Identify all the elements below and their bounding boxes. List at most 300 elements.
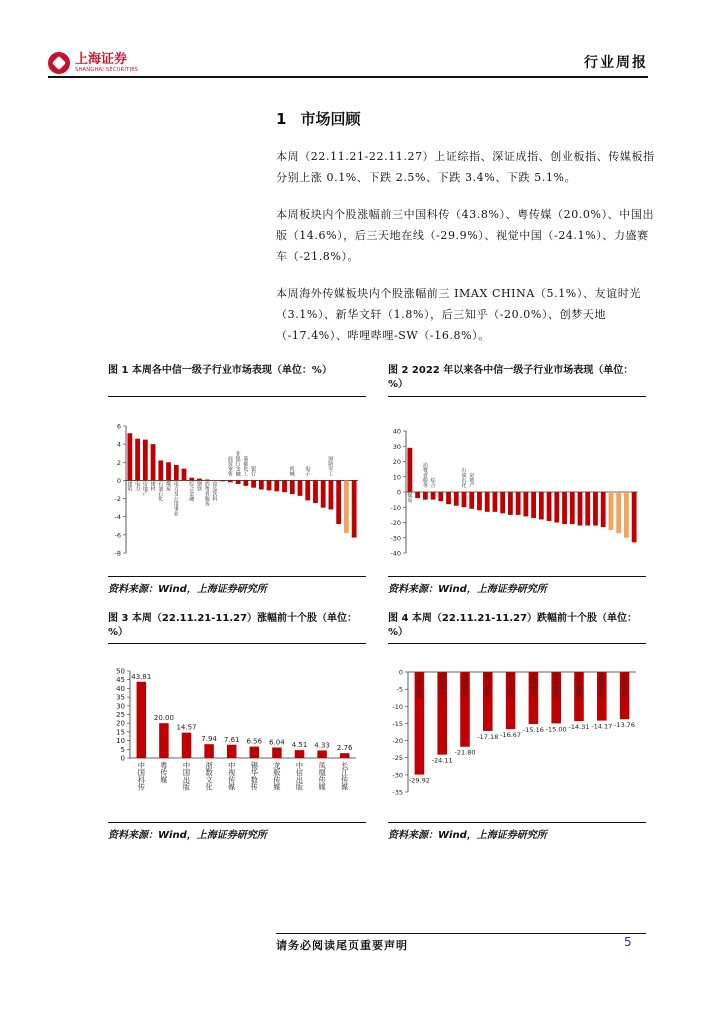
category-label: 影 [553,685,560,693]
bar [477,492,482,510]
bar [317,750,326,758]
category-label: 中 [439,685,446,693]
category-label: 零 [227,466,233,473]
company-logo [48,52,138,74]
data-label: 7.61 [223,735,240,744]
category-label: 者 [204,491,210,498]
category-label: 电 [173,481,179,488]
category-label: 中 [228,761,236,770]
category-label: 媒 [273,782,281,792]
category-label: 盛 [461,679,469,687]
figure-3-source: 资料来源：Wind，上海证券研究所 [108,830,267,841]
category-label: 光 [530,673,537,680]
header-divider [48,76,648,78]
bar [251,480,256,487]
figure-1-top-rule [108,396,366,397]
bar [547,492,552,521]
category-label: 浙 [205,761,213,770]
bar [236,480,241,484]
data-label: 7.94 [201,735,217,744]
bar [423,492,428,500]
bar [158,460,163,480]
y-tick-label: -20 [390,519,401,527]
category-label: 军 [328,466,334,473]
category-label: 媒 [318,782,326,792]
category-label: 产 [469,483,475,489]
bar [159,723,168,758]
paragraph-sector-stocks: 本周板块内个股涨幅前三中国科传（43.8%）、粤传媒（20.0%）、中国出版（14.6%），后三天地在线（-29.9%）、视觉中国（-24.1%）、力盛赛车（-21.8%）。 [276,208,655,263]
category-label: 力 [461,673,469,680]
chart-top-gainers [108,664,363,814]
category-label: 文 [507,679,514,687]
category-label: 版 [182,782,191,792]
figure-2-bottom-rule [388,576,646,577]
disclaimer-note: 请务必阅读尾页重要声明 [276,939,408,952]
category-label: 在 [507,685,514,693]
bar [189,478,194,481]
category-label: 电 [135,481,141,488]
y-tick-label: -35 [392,788,403,797]
category-label: 非 [235,451,241,458]
category-label: 瑞 [598,679,605,687]
category-label: 铁 [196,486,202,493]
y-tick-label: -8 [114,549,121,558]
data-label: -13.76 [614,721,636,730]
category-label: 国 [182,768,191,778]
category-label: 合 [430,483,436,489]
category-label: 地 [416,679,423,687]
category-label: 械 [289,471,295,478]
category-label: 传 [228,775,236,785]
category-label: 中 [137,761,145,770]
category-label: 售 [227,471,233,478]
category-label: 合 [189,486,195,493]
data-label: 6.04 [269,738,285,747]
bar [578,492,583,526]
category-label: 电 [305,466,311,473]
figure-1-title: 图 1 本周各中信一级子行业市场表现（单位：%） [108,365,332,376]
category-label: 油 [461,473,467,479]
section-title-text: 市场回顾 [300,110,361,128]
figure-4-source: 资料来源：Wind，上海证券研究所 [388,830,547,841]
bar [462,492,467,507]
y-tick-label: -25 [392,754,403,763]
y-tick-label: -2 [114,495,121,504]
bar [267,480,272,490]
bar [182,469,187,481]
category-label: 版 [295,782,304,792]
y-tick-label: -30 [392,771,403,780]
bar [174,465,179,480]
y-tick-label: 2 [116,458,121,467]
category-label: 媒 [341,782,349,792]
category-label: 文 [205,775,213,785]
y-tick-label: -30 [390,534,401,543]
data-label: -14.31 [568,723,590,732]
bar [305,480,310,500]
category-label: 材 [150,486,156,493]
category-label: 传 [137,782,145,792]
y-tick-label: 4 [116,440,121,449]
y-tick-label: -4 [114,513,121,522]
category-label: 出 [295,775,304,785]
bar [298,480,303,495]
bar [127,433,132,480]
logo-english-name: SHANGHAI SECURITIES [75,67,139,73]
category-label: 长 [341,761,349,770]
category-label: 房 [142,481,148,488]
figure-4-top-rule [388,643,646,644]
category-label: 赛 [461,685,469,693]
y-tick-label: 40 [392,427,401,436]
category-label: 线 [507,691,514,699]
y-tick-label: 30 [392,442,401,451]
bar [282,480,287,492]
figure-2-top-rule [388,396,646,397]
category-label: 消 [422,463,428,469]
category-label: 线 [416,691,423,699]
category-label: 世 [598,685,605,693]
paragraph-index-review: 本周（22.11.21-22.11.27）上证综指、深证成指、创业板指、传媒板指分别上涨 0.1%、下跌 2.5%、下跌 3.4%、下跌 5.1%。 [276,150,655,184]
category-label: 华 [553,673,560,680]
y-tick-label: 20 [116,719,125,728]
category-label: 服 [204,496,210,503]
data-label: -17.18 [477,732,499,741]
category-label: 贸 [227,461,233,468]
figure-3-top-rule [108,643,366,644]
bar [213,480,218,481]
bar [205,480,210,481]
figure-3-title: 图 3 本周（22.11.21-11.27）涨幅前十个股（单位：%） [108,613,358,638]
y-tick-label: 0 [398,668,403,677]
category-label: 料 [212,496,218,503]
figure-2-source: 资料来源：Wind，上海证券研究所 [388,584,547,595]
category-label: 视 [228,768,236,778]
y-tick-label: 5 [120,745,125,754]
bar [407,448,412,492]
bar [601,492,606,527]
category-label: 消 [204,481,210,488]
category-label: 食 [212,481,218,488]
bar [593,492,598,526]
category-label: 线 [530,679,537,687]
bar [182,733,191,758]
category-label: 业 [173,511,179,518]
page-header [48,48,648,78]
data-label: 6.56 [246,737,263,746]
category-label: 力 [135,486,141,493]
data-label: 14.57 [176,723,197,732]
category-label: 石 [158,481,164,488]
category-label: 油 [158,486,164,493]
category-label: 世 [621,685,628,693]
category-label: 品 [212,486,218,493]
bar [616,492,621,533]
category-label: 事 [173,506,179,513]
report-type: 行业周报 [584,55,648,71]
data-label: -15.00 [545,725,567,734]
y-tick-label: 35 [116,693,125,702]
category-label: 策 [553,679,560,687]
category-label: 务 [204,501,210,508]
y-tick-label: 10 [116,737,125,746]
data-label: -21.80 [454,748,476,757]
y-tick-label: 0 [116,476,121,485]
bar [438,492,443,501]
logo-mark-icon [48,52,70,74]
category-label: 建 [127,481,133,488]
bar [344,480,349,533]
category-label: 江 [341,768,349,778]
bar [539,492,544,519]
bar [313,480,318,503]
category-label: 锡 [250,761,258,770]
data-label: -24.11 [431,756,453,765]
category-label: 煤 [166,481,172,488]
category-label: 传 [160,768,168,778]
category-label: 行 [251,471,257,478]
y-tick-label: -40 [390,549,401,558]
y-tick-label: 40 [116,684,125,693]
category-label: 炭 [407,498,413,504]
y-tick-label: -10 [392,702,403,711]
category-label: 视 [553,691,560,699]
category-label: 建 [150,481,156,488]
section-title [276,108,360,129]
category-label: 乐 [484,691,491,699]
category-label: 传 [273,775,281,785]
figure-4-title: 图 4 本周（22.11.21-11.27）跌幅前十个股（单位：%） [388,613,638,638]
bar [554,492,559,523]
category-label: 觉 [439,679,446,687]
category-label: 信 [295,768,304,778]
category-label: 完 [621,673,628,680]
category-label: 化 [243,466,249,473]
data-label: -14.17 [591,722,613,731]
category-label: 视 [439,673,446,680]
bar [151,444,156,480]
bar [321,480,326,507]
y-tick-label: -6 [114,531,121,540]
bar [500,492,505,513]
category-label: 商 [227,456,233,463]
bar [609,492,614,530]
category-label: 国 [439,691,446,699]
figure-4-bottom-rule [388,822,646,823]
category-label: 工 [328,471,334,478]
category-label: 版 [273,768,281,778]
category-label: 及 [173,491,179,498]
category-label: 防 [328,461,334,468]
bar [523,492,528,516]
figure-3-bottom-rule [108,822,366,823]
bar [624,492,629,538]
y-tick-label: 50 [116,667,125,676]
bar [204,744,213,758]
bar [243,480,248,485]
data-label: 2.76 [336,744,353,753]
bar [632,492,637,542]
category-label: 煤 [407,493,413,499]
category-label: 中 [295,761,304,770]
paragraph-overseas-stocks: 本周海外传媒板块内个股涨幅前三 IMAX CHINA（5.1%）、友谊时光（3.1%）、新华文轩（1.8%），后三知乎（-20.0%）、创梦天地（-17.4%）、哔哩哔哩-SW（-16.8%）。 [276,287,641,342]
category-label: 化 [461,483,467,489]
bar [290,480,295,494]
category-label: 房 [469,473,475,479]
bar [485,492,490,512]
y-tick-label: 20 [392,458,401,466]
y-tick-label: 10 [392,473,401,482]
bar [431,492,436,500]
y-tick-label: 25 [116,711,125,719]
bar [469,492,474,509]
footer-divider [276,933,646,934]
data-label: -15.16 [522,725,544,734]
figure-1-bottom-rule [108,576,366,577]
bar [454,492,459,506]
y-tick-label: 30 [116,702,125,711]
bar [493,492,498,512]
category-label: 融 [235,471,241,478]
category-label: 石 [158,491,164,498]
category-label: 传 [250,782,258,792]
bar [220,480,225,481]
category-label: 筑 [127,486,133,493]
bar [166,462,171,480]
chart-industry-ytd [388,426,643,568]
category-label: 奥 [484,673,491,680]
category-label: 媒 [228,782,236,792]
data-label: 4.51 [291,741,308,750]
category-label: 纪 [598,691,605,699]
figure-2-title: 图 2 2022 年以来各中信一级子行业市场表现（单位：%） [388,365,634,390]
category-label: 用 [173,501,179,508]
chart-top-losers [388,664,643,814]
bar [250,747,259,758]
data-label: -29.92 [408,776,430,785]
category-label: 芒 [575,673,583,680]
category-label: 综 [189,481,195,488]
data-label: 20.00 [153,714,174,723]
y-tick-label: 0 [120,754,125,763]
bar [295,750,304,758]
category-label: 界 [621,691,628,699]
category-label: 传 [341,775,349,785]
category-label: 数 [205,768,213,778]
category-label: 行 [235,461,241,468]
category-label: 欢 [598,673,605,680]
bar [340,753,349,758]
category-label: 费 [204,486,210,493]
category-label: 传 [318,775,326,785]
category-label: 金 [235,466,241,473]
category-label: 饮 [212,491,218,498]
bar [274,480,279,491]
category-label: 钢 [196,481,202,488]
category-label: 银 [251,466,257,473]
category-label: 融 [189,496,195,503]
category-label: 华 [250,768,258,778]
category-label: 银 [235,456,241,463]
category-label: 综 [430,478,436,484]
category-label: 飞 [484,679,491,687]
category-label: 龙 [273,761,281,770]
category-label: 凰 [318,768,326,778]
bar [336,480,341,524]
y-tick-label: -15 [392,719,403,728]
category-label: 媒 [160,775,168,785]
category-label: 果 [575,679,583,687]
category-label: 国 [137,768,145,778]
category-label: 化 [158,496,164,503]
category-label: 凤 [318,761,326,770]
category-label: 中 [182,761,191,770]
bar [531,492,536,518]
category-label: 地 [469,478,475,484]
bar [446,492,451,504]
bar [329,480,334,509]
bar [415,492,420,498]
bar [137,682,146,758]
logo-chinese-name: 上海证券 [75,52,128,67]
category-label: 数 [250,775,258,785]
bar [585,492,590,526]
section-number: 1 [276,110,287,128]
y-tick-label: 45 [116,676,125,685]
category-label: 传 [530,685,537,693]
bar [516,492,521,515]
y-tick-label: -20 [392,737,403,746]
category-label: 媒 [575,691,583,699]
category-label: 力 [173,486,179,493]
category-label: 粤 [160,761,168,770]
category-label: 者 [422,473,428,479]
chart-industry-weekly [108,418,363,568]
bar [570,492,575,524]
category-label: 化 [205,782,213,792]
bar [228,480,233,482]
bar [197,479,202,481]
data-label: -16.67 [500,731,522,740]
bar [272,747,281,758]
bar [352,480,357,537]
bar [143,440,148,481]
y-tick-label: -5 [396,685,403,694]
category-label: 机 [289,466,295,473]
category-label: 天 [416,673,423,680]
figure-1-source: 资料来源：Wind，上海证券研究所 [108,584,267,595]
category-label: 媒 [530,691,537,699]
category-label: 产 [142,491,148,498]
category-label: 础 [243,461,249,468]
data-label: 43.81 [131,672,152,681]
bar [562,492,567,524]
y-tick-label: -10 [390,503,401,512]
bar [135,439,140,481]
category-label: 美 [621,679,628,687]
bar [227,745,236,758]
bar [508,492,513,515]
category-label: 公 [173,496,179,503]
category-label: 车 [461,691,469,699]
category-label: 石 [461,468,467,474]
category-label: 工 [243,471,249,478]
category-label: 服 [422,478,428,484]
category-label: 科 [137,775,145,785]
category-label: 务 [422,483,428,489]
page-number: 5 [624,935,632,949]
category-label: 娱 [484,685,491,693]
